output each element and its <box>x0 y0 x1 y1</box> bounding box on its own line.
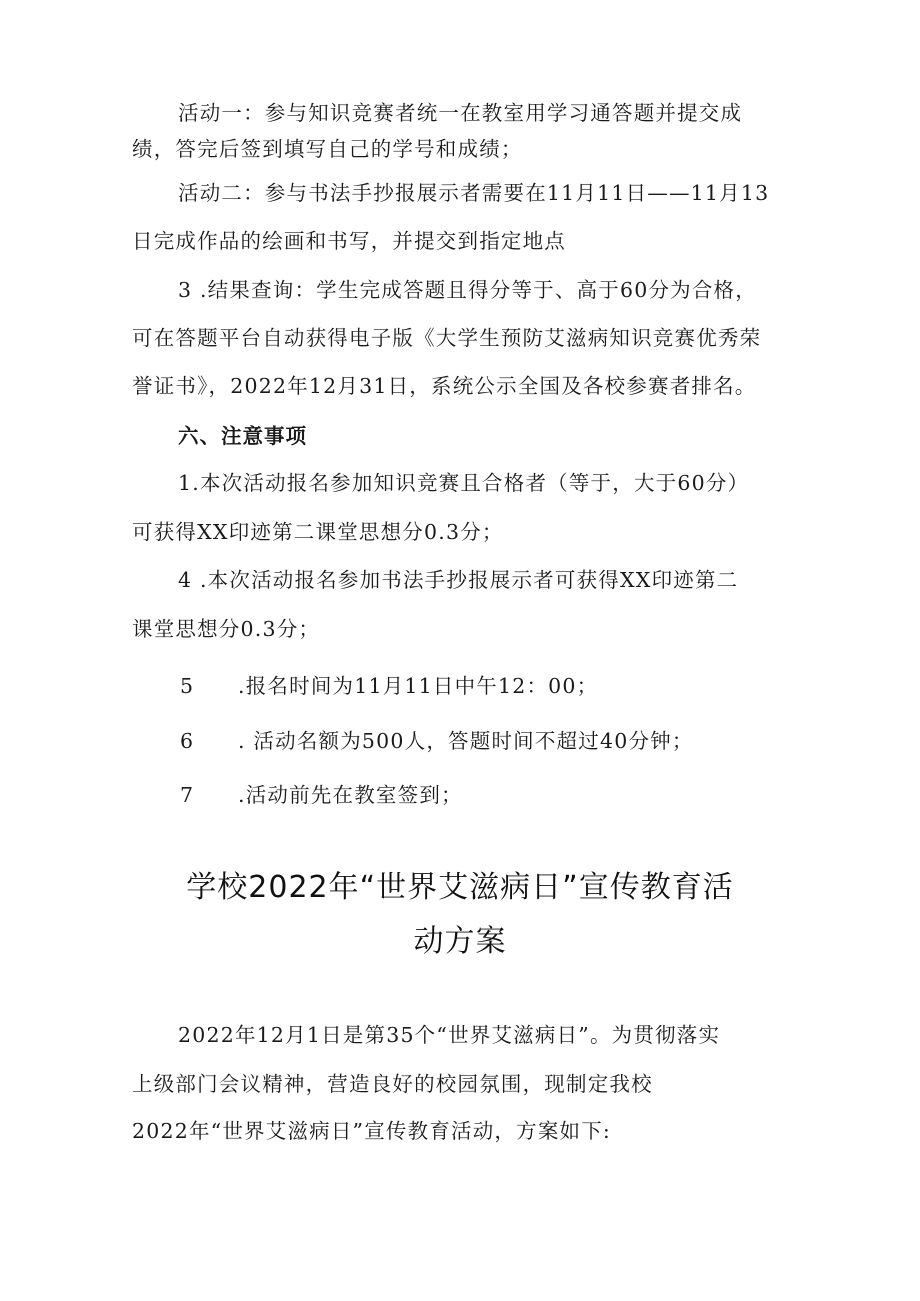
activity2-line2: 日完成作品的绘画和书写，并提交到指定地点 <box>132 229 566 253</box>
result-line2: 可在答题平台自动获得电子版《大学生预防艾滋病知识竞赛优秀荣 <box>132 326 762 350</box>
note-item-text: .活动前先在教室签到； <box>238 783 463 807</box>
note-item-text: . 活动名额为500人，答题时间不超过40分钟； <box>238 729 694 753</box>
note-item-number: 5 <box>180 674 195 698</box>
activity1-line1: 活动一：参与知识竞赛者统一在教室用学习通答题并提交成 <box>178 101 743 125</box>
intro-line3: 2022年“世界艾滋病日”宣传教育活动，方案如下: <box>132 1119 612 1143</box>
note4-line1: 4 .本次活动报名参加书法手抄报展示者可获得XX印迹第二 <box>178 568 739 592</box>
intro-line1: 2022年12月1日是第35个“世界艾滋病日”。为贯彻落实 <box>178 1023 721 1047</box>
note1-line1: 1.本次活动报名参加知识竞赛且合格者（等于，大于60分） <box>178 471 750 495</box>
note-item-6 <box>180 727 694 755</box>
note4-line2: 课堂思想分0.3分； <box>132 617 321 641</box>
intro-line2: 上级部门会议精神，营造良好的校园氛围，现制定我校 <box>132 1072 653 1096</box>
note1-line2: 可获得XX印迹第二课堂思想分0.3分； <box>132 520 504 544</box>
activity1-line2: 绩，答完后签到填写自己的学号和成绩； <box>132 137 523 161</box>
activity2-line1: 活动二：参与书法手抄报展示者需要在11月11日——11月13 <box>178 181 770 205</box>
note-item-number: 6 <box>180 729 195 753</box>
document-title-line2: 动方案 <box>413 924 507 959</box>
note-item-text: .报名时间为11月11日中午12：00； <box>238 674 599 698</box>
note-item-7 <box>180 781 463 809</box>
document-title-line1: 学校2022年“世界艾滋病日”宣传教育活 <box>186 870 734 905</box>
note-item-5 <box>180 672 598 700</box>
result-line3: 誉证书》，2022年12月31日，系统公示全国及各校参赛者排名。 <box>132 374 757 398</box>
note-item-number: 7 <box>180 783 195 807</box>
result-line1: 3 .结果查询：学生完成答题且得分等于、高于60分为合格， <box>178 278 757 302</box>
notes-heading: 六、注意事项 <box>178 424 307 448</box>
